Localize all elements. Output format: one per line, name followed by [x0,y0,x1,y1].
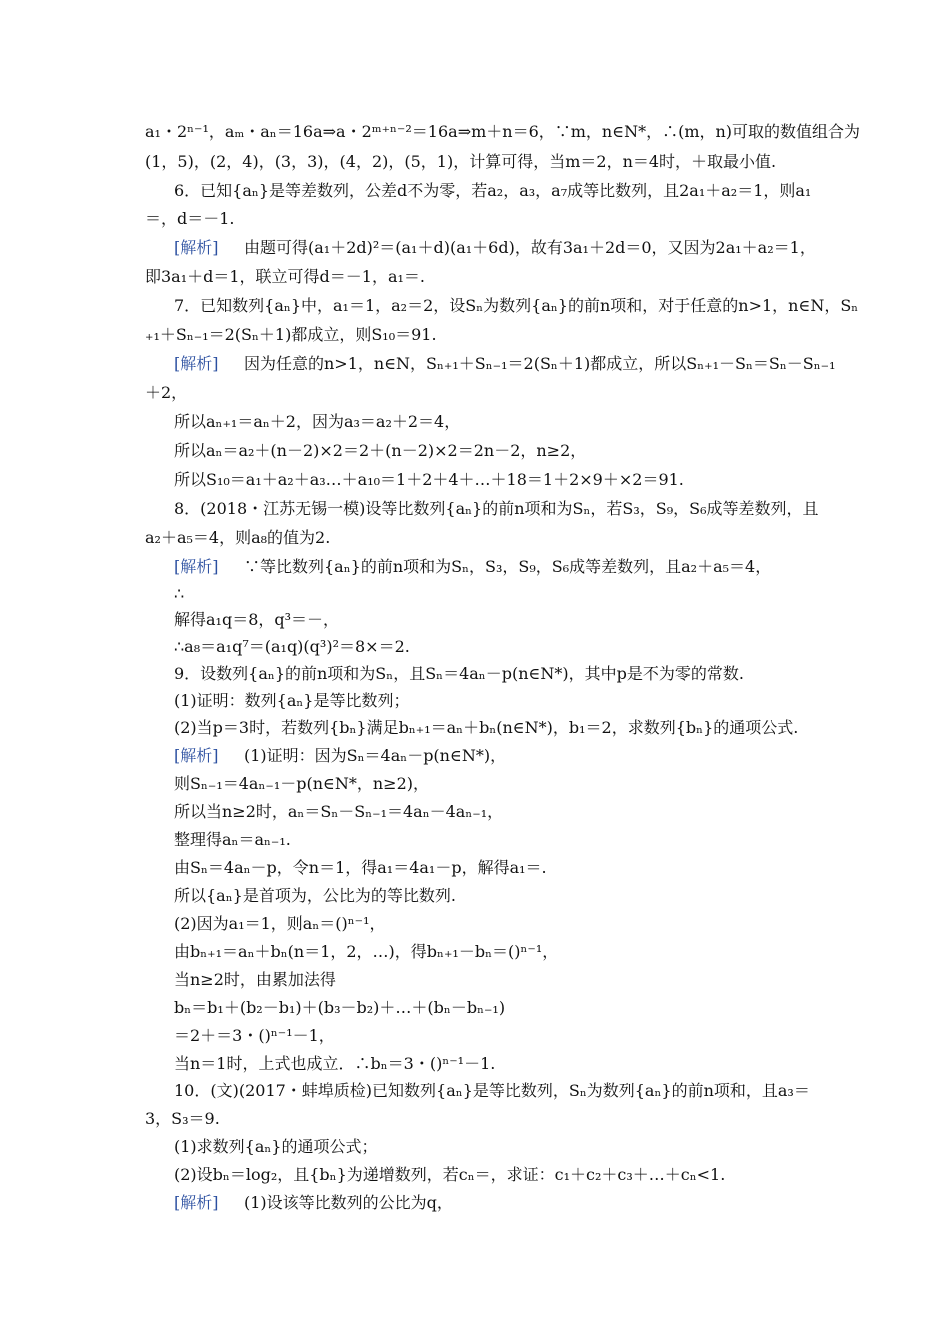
solution-line: [解析] 由题可得(a₁＋2d)²＝(a₁＋d)(a₁＋6d)，故有3a₁＋2d＝0，又因为2a₁＋a₂＝1， [0,233,950,263]
solution-tag: [解析] [174,238,219,257]
text-line: 由Sₙ＝4aₙ－p，令n＝1，得a₁＝4a₁－p，解得a₁＝. [174,858,547,877]
problem-10-line: 10．(文)(2017・蚌埠质检)已知数列{aₙ}是等比数列，Sₙ为数列{aₙ}的前n项和，且a₃＝ [174,1081,810,1100]
problem-9-line: 9．设数列{aₙ}的前n项和为Sₙ，且Sₙ＝4aₙ－p(n∈N*)，其中p是不为零的常数. [174,664,744,683]
text-line: 整理得aₙ＝aₙ₋₁. [174,830,291,849]
text-line: (1)求数列{aₙ}的通项公式； [174,1137,378,1156]
text-line: ₊₁＋Sₙ₋₁＝2(Sₙ＋1)都成立，则S₁₀＝91. [145,325,437,344]
solution-line: [解析] (1)证明：因为Sₙ＝4aₙ－p(n∈N*)， [0,741,950,771]
text-line: ＋2， [145,383,188,402]
text-line: 当n≥2时，由累加法得 [174,970,336,989]
text-line: 解得a₁q＝8，q³＝－， [174,610,340,629]
text-line: a₁・2ⁿ⁻¹，aₘ・aₙ＝16a⇒a・2ᵐ⁺ⁿ⁻²＝16a⇒m＋n＝6，∵m，n∈N*，∴(m，n)可取的数值组合为 [145,122,861,141]
text-line: ＝，d＝－1. [145,209,235,228]
text-line: (1)证明：数列{aₙ}是等比数列； [174,691,410,710]
solution-line: [解析] (1)设该等比数列的公比为q， [0,1188,950,1218]
text-line: 所以{aₙ}是首项为，公比为的等比数列. [174,886,456,905]
solution-tag: [解析] [174,746,219,765]
text-line: 由bₙ₊₁＝aₙ＋bₙ(n＝1，2，…)，得bₙ₊₁－bₙ＝()ⁿ⁻¹， [174,942,559,961]
text-line: (2)因为a₁＝1，则aₙ＝()ⁿ⁻¹， [174,914,386,933]
text-line: 所以S₁₀＝a₁＋a₂＋a₃…＋a₁₀＝1＋2＋4＋…＋18＝1＋2×9＋×2＝91. [174,470,684,489]
text-line: a₂＋a₅＝4，则a₈的值为2. [145,528,331,547]
text-line: (1，5)，(2，4)，(3，3)，(4，2)，(5，1)，计算可得，当m＝2，n＝4时，＋取最小值. [145,152,777,171]
text-line: 即3a₁＋d＝1，联立可得d＝－1，a₁＝. [145,267,426,286]
text-line: 所以aₙ₊₁＝aₙ＋2，因为a₃＝a₂＋2＝4， [174,412,461,431]
solution-tag: [解析] [174,1193,219,1212]
text-line: 所以aₙ＝a₂＋(n－2)×2＝2＋(n－2)×2＝2n－2，n≥2， [174,441,587,460]
text-line: (2)当p＝3时，若数列{bₙ}满足bₙ₊₁＝aₙ＋bₙ(n∈N*)，b₁＝2，求数列{bₙ}的通项公式. [174,718,799,737]
text-line: ＝2＋＝3・()ⁿ⁻¹－1， [174,1026,335,1045]
text-line: ∴ [174,584,185,603]
text-line: bₙ＝b₁＋(b₂－b₁)＋(b₃－b₂)＋…＋(bₙ－bₙ₋₁) [174,998,506,1017]
solution-tag: [解析] [174,354,219,373]
text-line: 则Sₙ₋₁＝4aₙ₋₁－p(n∈N*，n≥2)， [174,774,430,793]
problem-7-line: 7．已知数列{aₙ}中，a₁＝1，a₂＝2，设Sₙ为数列{aₙ}的前n项和，对于任意的n>1，n∈N，Sₙ [174,296,859,315]
solution-line: [解析] 因为任意的n>1，n∈N，Sₙ₊₁＋Sₙ₋₁＝2(Sₙ＋1)都成立，所以Sₙ₊₁－Sₙ＝Sₙ－Sₙ₋₁ [0,349,950,379]
text-line: ∴a₈＝a₁q⁷＝(a₁q)(q³)²＝8×＝2. [174,637,410,656]
text-line: 3，S₃＝9. [145,1109,220,1128]
problem-6-line: 6．已知{aₙ}是等差数列，公差d不为零，若a₂，a₃，a₇成等比数列，且2a₁＋a₂＝1，则a₁ [174,181,812,200]
solution-line: [解析] ∵等比数列{aₙ}的前n项和为Sₙ，S₃，S₉，S₆成等差数列，且a₂＋a₅＝4， [0,552,950,582]
solution-tag: [解析] [174,557,219,576]
text-line: 所以当n≥2时，aₙ＝Sₙ－Sₙ₋₁＝4aₙ－4aₙ₋₁， [174,802,504,821]
problem-8-line: 8．(2018・江苏无锡一模)设等比数列{aₙ}的前n项和为Sₙ，若S₃，S₉，S₆成等差数列，且 [174,499,819,518]
text-line: (2)设bₙ＝log₂，且{bₙ}为递增数列，若cₙ＝，求证：c₁＋c₂＋c₃＋…＋cₙ<1. [174,1165,726,1184]
text-line: 当n＝1时，上式也成立．∴bₙ＝3・()ⁿ⁻¹－1. [174,1054,496,1073]
